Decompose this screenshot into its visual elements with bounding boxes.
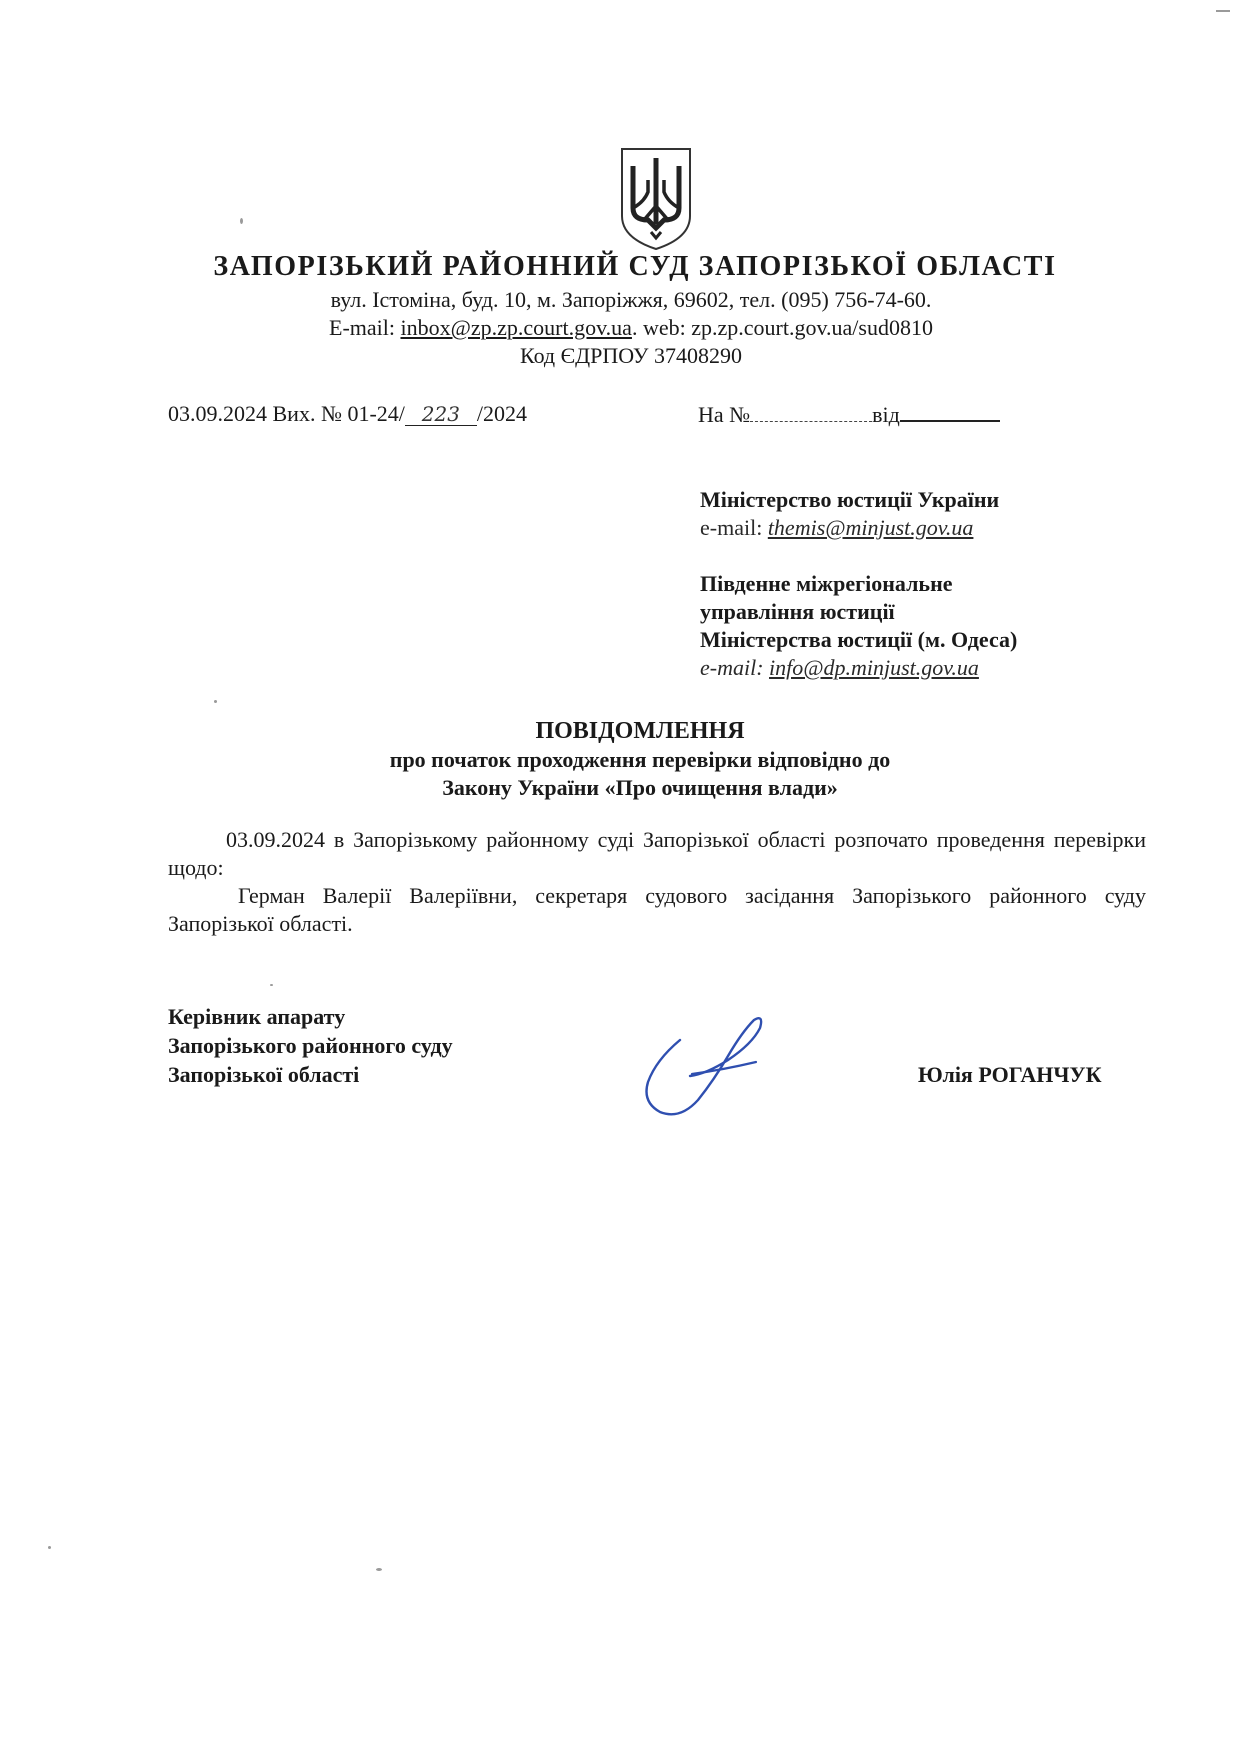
notice-title: ПОВІДОМЛЕННЯ	[535, 718, 745, 744]
recipient	[700, 570, 1017, 682]
court-header	[0, 250, 1240, 370]
recipient	[700, 486, 1017, 542]
court-edrpou: Код ЄДРПОУ 37408290	[519, 343, 743, 368]
signer-position	[168, 1002, 453, 1089]
handwritten-signature	[636, 1010, 776, 1126]
recipient-name: Міністерство юстиції України	[700, 487, 1000, 512]
reply-date-blank	[900, 400, 1000, 422]
scan-speck	[1216, 10, 1230, 12]
handwritten-number: 223	[405, 403, 477, 426]
notice-subtitle: про початок проходження перевірки відповідно до	[389, 747, 891, 772]
recipients-block	[700, 486, 1017, 682]
court-address: вул. Істоміна, буд. 10, м. Запоріжжя, 69602, тел. (095) 756-74-60.	[330, 287, 932, 312]
reply-number-blank	[750, 401, 872, 422]
scan-speck	[270, 984, 273, 986]
recipient-email-link[interactable]: info@dp.minjust.gov.ua	[769, 655, 979, 680]
reply-number-label: На №	[698, 402, 751, 427]
signer-position-line: Керівник апарату	[168, 1004, 346, 1029]
outgoing-suffix: /2024	[476, 401, 528, 426]
court-email-link[interactable]: inbox@zp.zp.court.gov.ua	[400, 315, 632, 340]
coat-of-arms-icon	[618, 146, 694, 252]
email-label: E-mail:	[329, 315, 395, 340]
recipient-name: Міністерства юстиції (м. Одеса)	[700, 627, 1018, 652]
court-contacts	[22, 314, 1240, 342]
recipient-email-line	[700, 514, 1017, 542]
notice-body	[168, 826, 1146, 938]
scan-speck	[48, 1546, 51, 1549]
court-web: . web: zp.zp.court.gov.ua/sud0810	[631, 315, 933, 340]
notice-title-block	[0, 716, 1240, 802]
signer-position-line: Запорізького районного суду	[168, 1033, 453, 1058]
signer-position-line: Запорізької області	[168, 1062, 360, 1087]
recipient-email-label: e-mail:	[700, 655, 770, 680]
reply-reference	[698, 400, 1000, 429]
court-name: ЗАПОРІЗЬКИЙ РАЙОННИЙ СУД ЗАПОРІЗЬКОЇ ОБЛАСТІ	[213, 251, 1057, 282]
outgoing-number	[168, 400, 527, 428]
recipient-name: управління юстиції	[700, 599, 895, 624]
recipient-email-label: e-mail:	[700, 515, 768, 540]
outgoing-prefix: 03.09.2024 Вих. № 01-24/	[168, 401, 405, 426]
recipient-name: Південне міжрегіональне	[700, 571, 953, 596]
scan-speck	[376, 1568, 382, 1571]
reply-date-label: від	[872, 402, 900, 427]
signer-name: Юлія РОГАНЧУК	[918, 1062, 1102, 1087]
recipient-email-line	[700, 654, 1017, 682]
body-paragraph: Герман Валерії Валеріївни, секретаря судового засідання Запорізького районного суду Запорізької області.	[168, 883, 1146, 936]
body-paragraph: 03.09.2024 в Запорізькому районному суді Запорізької області розпочато проведення перевірки щодо:	[168, 827, 1146, 880]
scan-speck	[240, 218, 243, 224]
notice-subtitle: Закону України «Про очищення влади»	[442, 775, 838, 800]
recipient-email-link[interactable]: themis@minjust.gov.ua	[767, 515, 974, 540]
scan-speck	[214, 700, 217, 703]
